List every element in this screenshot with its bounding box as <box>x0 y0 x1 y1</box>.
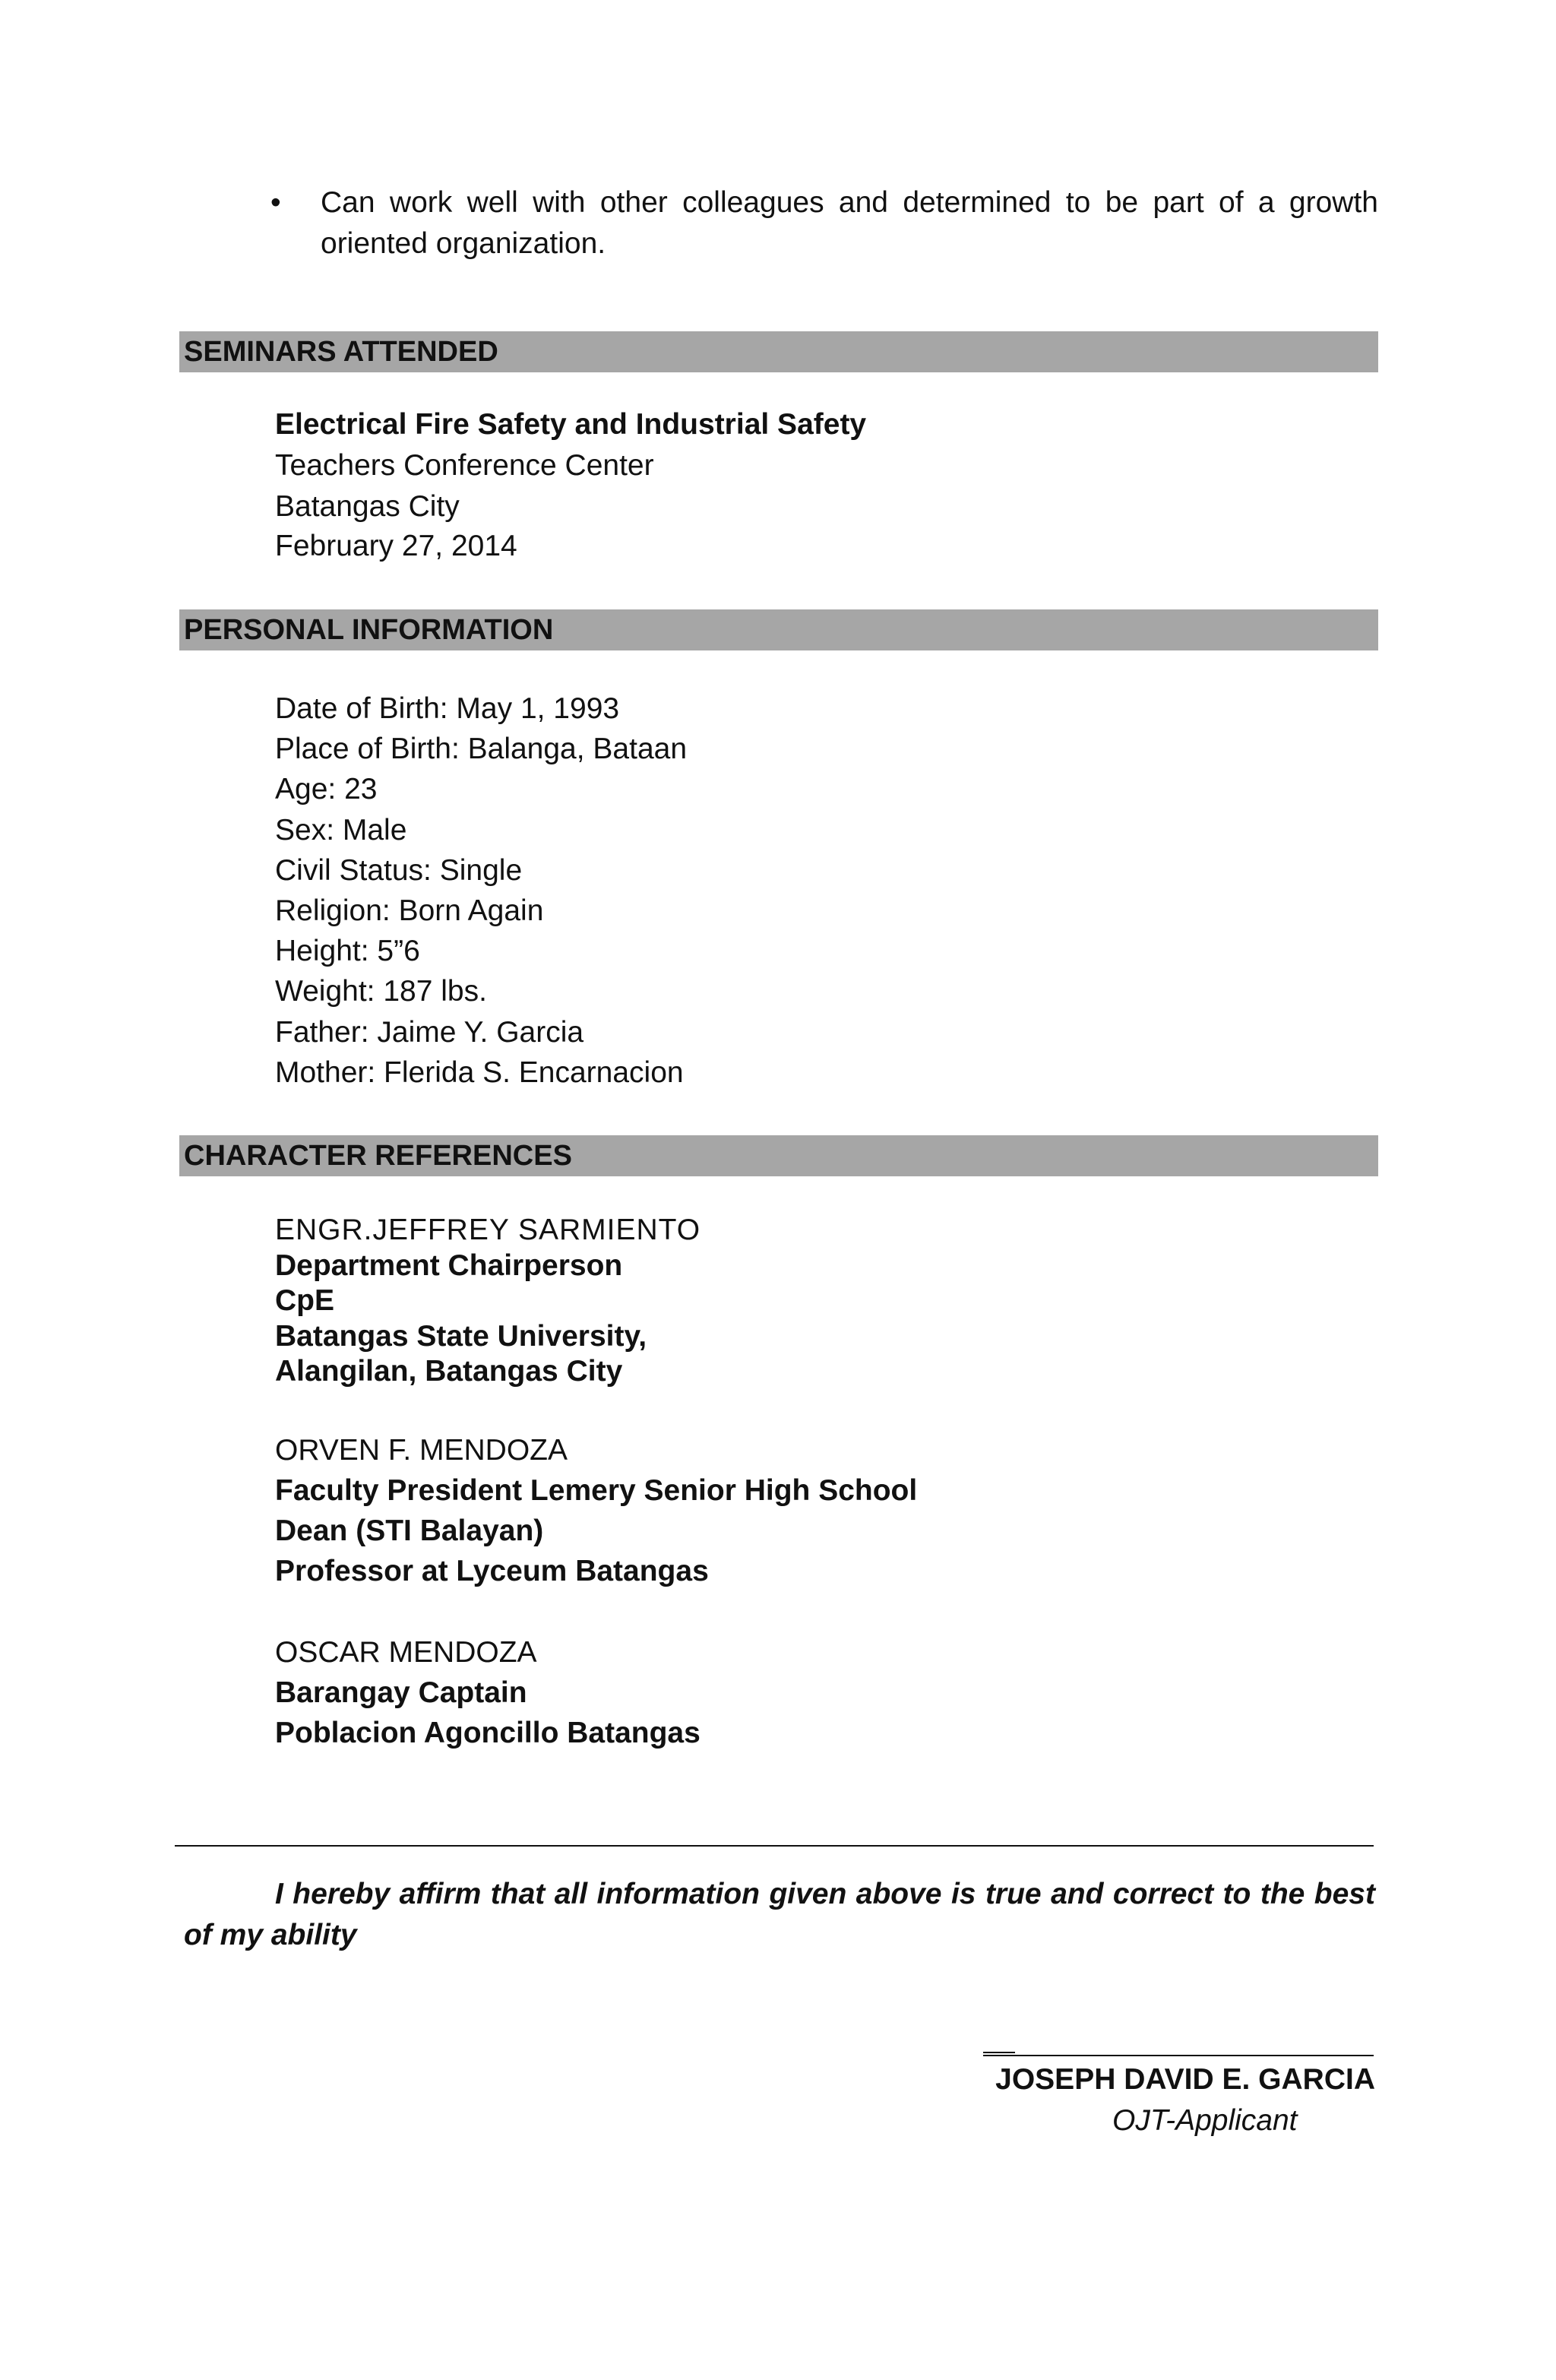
reference-3 <box>275 1632 701 1753</box>
reference-1 <box>275 1213 701 1390</box>
reference-detail: Barangay Captain <box>275 1676 527 1709</box>
personal-heading: PERSONAL INFORMATION <box>184 614 554 646</box>
references-heading-bar <box>179 1135 1378 1176</box>
signatory-title: OJT-Applicant <box>1112 2104 1298 2137</box>
reference-2 <box>275 1430 917 1591</box>
personal-info-list <box>275 688 687 1093</box>
signature-line-mark <box>983 2052 1015 2053</box>
personal-place-of-birth: Place of Birth: Balanga, Bataan <box>275 733 688 766</box>
reference-detail: Department Chairperson <box>275 1249 623 1282</box>
signatory-name: JOSEPH DAVID E. GARCIA <box>995 2063 1375 2096</box>
personal-age: Age: 23 <box>275 773 378 806</box>
reference-detail: Alangilan, Batangas City <box>275 1355 623 1388</box>
signature-line <box>983 2055 1374 2056</box>
personal-father: Father: Jaime Y. Garcia <box>275 1015 584 1049</box>
reference-detail: Dean (STI Balayan) <box>275 1514 544 1547</box>
personal-heading-bar <box>179 609 1378 650</box>
reference-detail: CpE <box>275 1284 334 1317</box>
personal-weight: Weight: 187 lbs. <box>275 975 487 1008</box>
personal-civil-status: Civil Status: Single <box>275 853 523 887</box>
reference-detail: Poblacion Agoncillo Batangas <box>275 1717 701 1749</box>
seminar-date: February 27, 2014 <box>275 530 517 562</box>
seminar-title: Electrical Fire Safety and Industrial Safety <box>275 408 867 441</box>
section-divider <box>175 1845 1374 1847</box>
reference-detail: Faculty President Lemery Senior High School <box>275 1474 918 1507</box>
seminars-heading-bar <box>179 331 1378 372</box>
reference-detail: Batangas State University, <box>275 1319 647 1353</box>
reference-name: OSCAR MENDOZA <box>275 1636 537 1669</box>
objective-text: Can work well with other colleagues and determined to be part of a growth oriented organization. <box>321 186 1378 260</box>
reference-name: ENGR.JEFFREY SARMIENTO <box>275 1214 701 1246</box>
personal-date-of-birth: Date of Birth: May 1, 1993 <box>275 692 620 725</box>
personal-mother: Mother: Flerida S. Encarnacion <box>275 1055 684 1089</box>
personal-sex: Sex: Male <box>275 813 407 847</box>
seminar-venue: Teachers Conference Center <box>275 449 654 482</box>
reference-name: ORVEN F. MENDOZA <box>275 1434 568 1467</box>
declaration-text: I hereby affirm that all information given above is true and correct to the best of my ability <box>184 1878 1375 1951</box>
personal-height: Height: 5”6 <box>275 935 420 968</box>
bullet-icon: • <box>270 186 281 219</box>
personal-religion: Religion: Born Again <box>275 894 544 928</box>
seminar-city: Batangas City <box>275 490 460 523</box>
reference-detail: Professor at Lyceum Batangas <box>275 1555 709 1587</box>
seminars-heading: SEMINARS ATTENDED <box>184 336 498 368</box>
references-heading: CHARACTER REFERENCES <box>184 1140 572 1172</box>
